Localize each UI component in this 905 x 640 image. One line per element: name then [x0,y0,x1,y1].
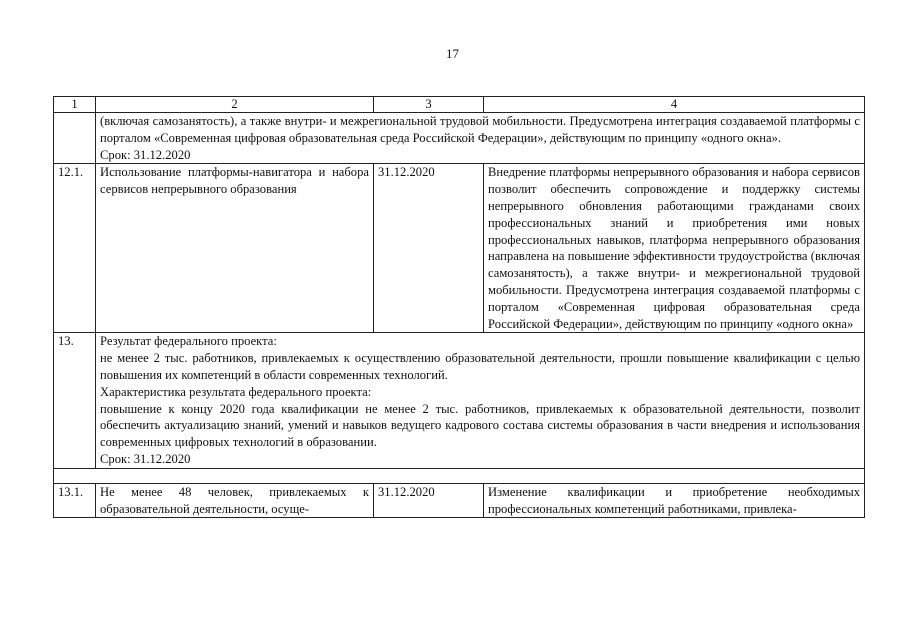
row-number: 12.1. [54,164,96,333]
header-col-1: 1 [54,97,96,113]
result-deadline: Срок: 31.12.2020 [100,451,191,466]
table-spacer-row [54,468,865,483]
header-col-3: 3 [374,97,484,113]
table-row-13 [54,333,865,468]
row-number: 13. [54,333,96,468]
page-number: 17 [446,46,459,61]
federal-result-cell [96,333,865,468]
measure-result: Изменение квалификации и приобретение необходимых профессиональных компетенций работниками, привлека- [484,483,865,518]
spacer-cell [54,468,865,483]
continuation-deadline: Срок: 31.12.2020 [100,147,191,162]
measure-name: Не менее 48 человек, привлекаемых к образовательной деятельности, осуще- [96,483,374,518]
characteristic-text: повышение к концу 2020 года квалификации не менее 2 тыс. работников, привлекаемых к образовательной деятельности, позволит обеспечить актуализацию знаний, умений и навыков ведущего кадрового состава системы образования в части внедрения и использования современных цифровых технологий в образовании. [100,401,860,450]
row-number: 13.1. [54,483,96,518]
row-number-cell [54,113,96,164]
table-row-13-1 [54,483,865,518]
table-row-continuation [54,113,865,164]
measure-date: 31.12.2020 [374,483,484,518]
measure-result: Внедрение платформы непрерывного образования и набора сервисов позволит обеспечить сопровождение и поддержку системы непрерывного обновления работающими гражданами своих профессиональных знаний и приобретения ими новых профессиональных навыков, платформа непрерывного образования направлена на повышение эффективности трудоустройства (включая самозанятость), а также внутри- и межрегиональной трудовой мобильности. Предусмотрена интеграция создаваемой платформы с порталом «Современная цифровая образовательная среда Российской Федерации», действующим по принципу «одного окна» [484,164,865,333]
result-title: Результат федерального проекта: [100,334,277,349]
measures-table [53,96,865,518]
measure-name: Использование платформы-навигатора и набора сервисов непрерывного образования [96,164,374,333]
result-text: не менее 2 тыс. работников, привлекаемых к осуществлению образовательной деятельности, прошли повышение квалификации с целью повышения их компетенций в области современных технологий. [100,351,860,382]
header-col-4: 4 [484,97,865,113]
continuation-cell [96,113,865,164]
characteristic-title: Характеристика результата федерального проекта: [100,384,372,399]
table-row-12-1 [54,164,865,333]
table-header-row [54,97,865,113]
measure-date: 31.12.2020 [374,164,484,333]
header-col-2: 2 [96,97,374,113]
continuation-text: (включая самозанятость), а также внутри- и межрегиональной трудовой мобильности. Предусмотрена интеграция создаваемой платформы с порталом «Современная цифровая образовательная среда Российской Федерации», действующим по принципу «одного окна». [100,114,860,145]
